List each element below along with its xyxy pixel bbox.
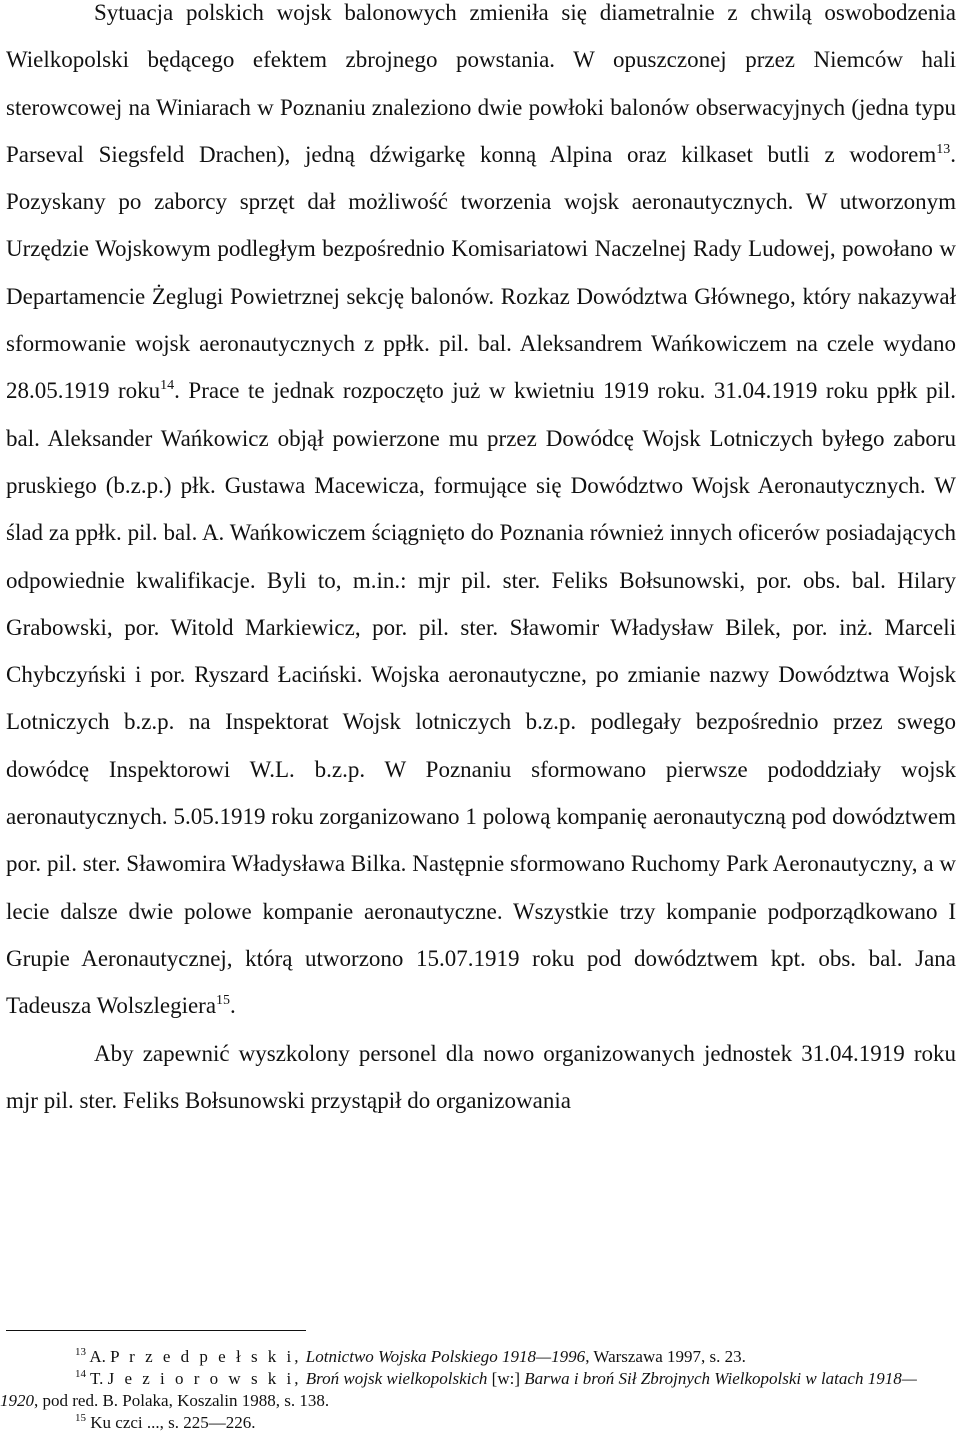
footnote-13-title: Lotnictwo Wojska Polskiego 1918—1996 — [305, 1347, 586, 1366]
footnote-ref-13: 13 — [936, 141, 951, 157]
paragraph-1-text-d: . — [230, 993, 236, 1019]
footnote-13 — [0, 1346, 950, 1368]
body-paragraph-2 — [6, 1030, 956, 1125]
footnote-14-number: 14 — [75, 1368, 86, 1380]
footnote-14-mid: [w:] — [487, 1369, 525, 1388]
footnote-15 — [0, 1412, 950, 1434]
footnote-14-rest: , pod red. B. Polaka, Koszalin 1988, s. 138. — [34, 1391, 330, 1410]
footnote-15-number: 15 — [75, 1412, 86, 1424]
footnote-15-text: Ku czci ..., s. 225—226. — [90, 1413, 256, 1432]
paragraph-1-text-a: Sytuacja polskich wojsk balonowych zmieniła się diametralnie z chwilą oswobodzenia Wielkopolski będącego efektem zbrojnego powstania. W opuszczonej przez Niemców hali sterowcowej na Winiarach w Poznaniu znaleziono dwie powłoki balonów obserwacyjnych (jedna typu Parseval Siegsfeld Drachen), jedną dźwigarkę konną Alpina oraz kilkaset butli z wodorem — [6, 0, 956, 167]
footnote-14-prefix: T. — [89, 1369, 104, 1388]
paragraph-2-text: Aby zapewnić wyszkolony personel dla nowo organizowanych jednostek 31.04.1919 roku mjr pil. ster. Feliks Bołsunowski przystąpił do organizowania — [6, 1040, 956, 1113]
paragraph-1-text-c: . Prace te jednak rozpoczęto już w kwietniu 1919 roku. 31.04.1919 roku ppłk pil. bal. Aleksander Wańkowicz objął powierzone mu przez Dowódcę Wojsk Lotniczych byłego zaboru pruskiego (b.z.p.) płk. Gustawa Macewicza, formujące się Dowództwo Wojsk Aeronautycznych. W ślad za ppłk. pil. bal. A. Wańkowiczem ściągnięto do Poznania również innych oficerów posiadających odpowiednie kwalifikacje. Byli to, m.in.: mjr pil. ster. Feliks Bołsunowski, por. obs. bal. Hilary Grabowski, por. Witold Markiewicz, por. pil. ster. Sławomir Władysław Bilek, por. inż. Marceli Chybczyński i por. Ryszard Łaciński. Wojska aeronautyczne, po zmianie nazwy Dowództwa Wojsk Lotniczych b.z.p. na Inspektorat Wojsk lotniczych b.z.p. podlegały bezpośrednio przez swego dowódcę Inspektorowi W.L. b.z.p. W Poznaniu sformowano pierwsze pododdziały wojsk aeronautycznych. 5.05.1919 roku zorganizowano 1 polową kompanię aeronautyczną pod dowództwem por. pil. ster. Sławomira Władysława Bilka. Następnie sformowano Ruchomy Park Aeronautyczny, a w lecie dalsze dwie polowe kompanie aeronautyczne. Wszystkie trzy kompanie podporządkowano I Grupie Aeronautycznej, którą utworzono 15.07.1919 roku pod dowództwem kpt. obs. bal. Jana Tadeusza Wolszlegiera — [6, 378, 956, 1019]
body-paragraph-1 — [6, 0, 956, 1030]
footnote-14 — [0, 1368, 950, 1412]
footnote-14-title: Broń wojsk wielkopolskich — [305, 1369, 488, 1388]
footnote-14-title2: Barwa i broń Sił Zbrojnych Wielkopolski w latach 1918—1920 — [0, 1369, 917, 1410]
footnote-13-prefix: A. — [89, 1347, 106, 1366]
paragraph-1-text-b: . Pozyskany po zaborcy sprzęt dał możliwość tworzenia wojsk aeronautycznych. W utworzonym Urzędzie Wojskowym podległym bezpośrednio Komisariatowi Naczelnej Rady Ludowej, powołano w Departamencie Żeglugi Powietrznej sekcję balonów. Rozkaz Dowództwa Głównego, który nakazywał sformowanie wojsk aeronautycznych z ppłk. pil. bal. Aleksandrem Wańkowiczem na czele wydano 28.05.1919 roku — [6, 141, 956, 404]
footnote-13-number: 13 — [75, 1346, 86, 1358]
footnote-13-author: P r z e d p e ł s k i, — [110, 1347, 302, 1366]
footnote-divider — [6, 1330, 306, 1331]
footnote-ref-14: 14 — [160, 378, 175, 394]
footnote-14-author: J e z i o r o w s k i, — [107, 1369, 302, 1388]
footnote-13-rest: , Warszawa 1997, s. 23. — [585, 1347, 746, 1366]
document-page — [6, 0, 956, 1124]
footnote-ref-15: 15 — [216, 993, 231, 1009]
footnotes-section — [0, 1346, 950, 1434]
